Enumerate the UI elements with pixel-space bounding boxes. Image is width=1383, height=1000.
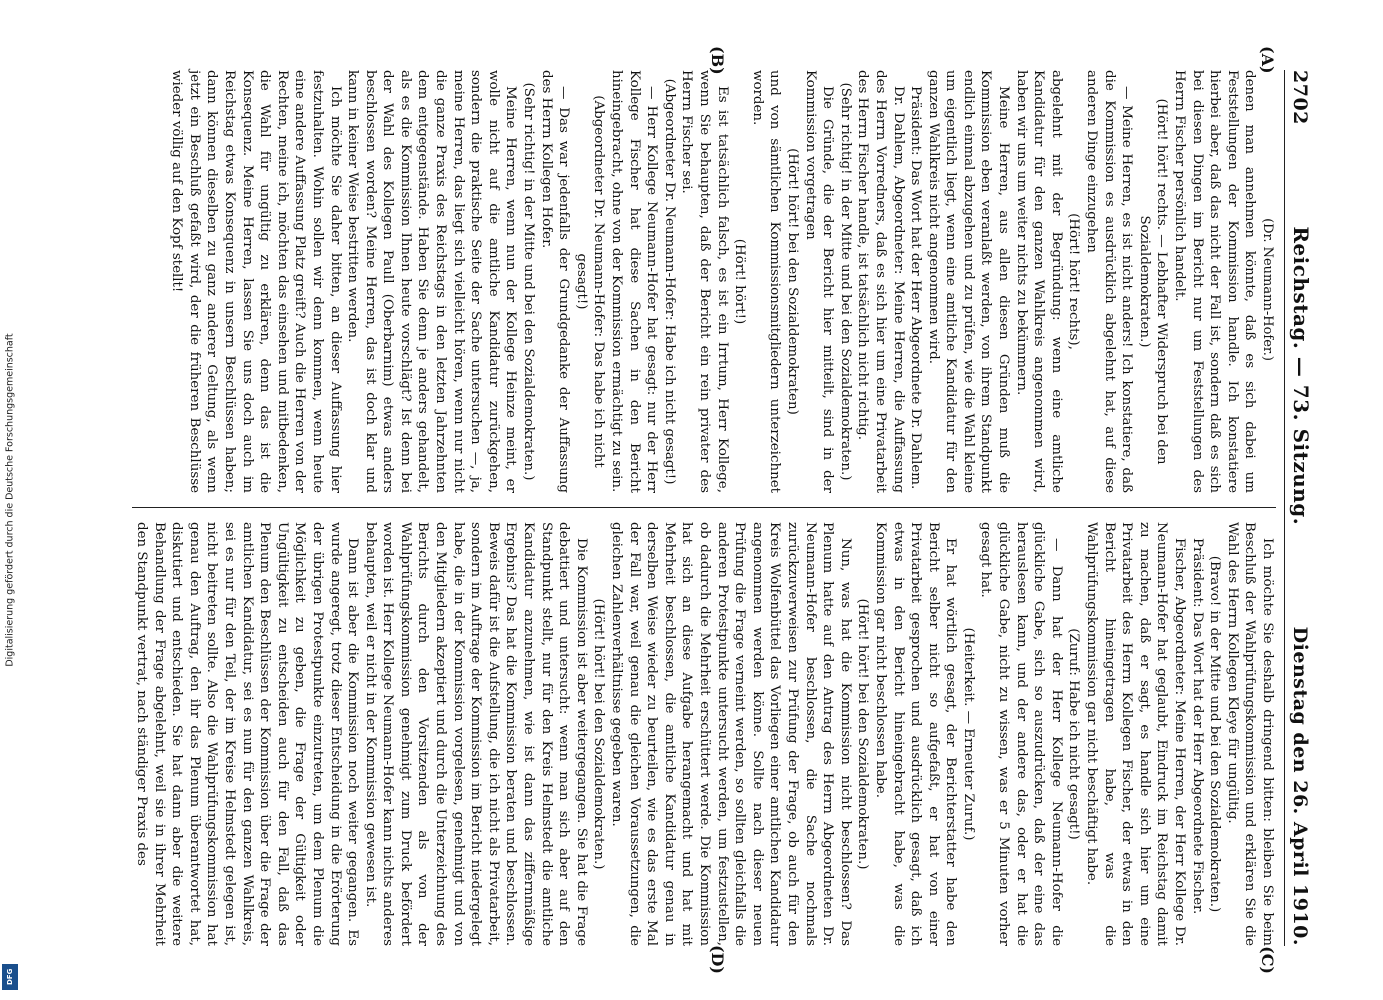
left-column [132, 70, 1276, 508]
paragraph: und von sämtlichen Kommissionsmitgliedern unterzeichnet worden. [749, 70, 783, 493]
running-head-speaker: (Dr. Neumann-Hofer.) [1260, 218, 1275, 361]
interjection: (Abgeordneter Dr. Neumann-Hofer: Habe ich nicht gesagt!) [661, 78, 677, 485]
interjection: (Sehr richtig! in der Mitte und bei den Sozialdemokraten.) [837, 82, 853, 481]
dfg-credit-text: Digitalisierung gefördert durch die Deutsche Forschungsgemeinschaft [4, 333, 16, 667]
paragraph: Ich möchte Sie deshalb dringend bitten: bleiben Sie beim Beschluß der Wahlprüfungskommission und erklären Sie die Wahl des Herrn Kollegen Kleye für ungültig. [1224, 522, 1275, 946]
page-title: Reichstag. — 73. Sitzung. [1289, 226, 1313, 526]
interjection: (Hört! hört! rechts), [1066, 213, 1082, 350]
interjection: (Hört! hört! bei den Sozialdemokraten.) [855, 598, 871, 870]
paragraph: Meine Herren, wenn nun der Kollege Heinze meint, er wolle nicht auf die amtliche Kandidatur zurückgehen, sondern die praktische Seite der Sache untersuchen —, ja, meine Herren, das liegt sich vielleicht hören, wenn nur nicht die ganze Praxis des Reichstags in den letzten Jahrzehnten dem entgegenstände. Haben Sie denn je anders gehandelt, als es die Kommission Ihnen heute vorschlägt? Ist denn bei der Wahl des Kollegen Paull (Oberbarnim) etwas anders beschlossen worden? Meine Herren, das ist doch klar und kann in keiner Weise bestritten werden. [345, 70, 519, 493]
paragraph: Die Gründe, die der Bericht hier mitteilt, sind in der Kommission vorgetragen [802, 70, 836, 493]
margin-letter-b: (B) [708, 46, 727, 75]
speaker-paragraph: Fischer, Abgeordneter: Meine Herren, der Herr Kollege Dr. Neumann-Hofer hat geglaubt, Eindruck im Reichstag damit zu machen, daß er sagt, es handle sich hier um eine Privatarbeit des Herrn Kollegen Fischer, der etwas in den Bericht hineingetragen habe, was die Wahlprüfungskommission gar nicht beschäftigt habe. [1084, 522, 1188, 946]
margin-letter-c: (C) [1258, 946, 1277, 974]
page-number: 2702 [1289, 70, 1311, 125]
paragraph: Die Kommission ist aber weitergegangen. Sie hat die Frage debattiert und untersucht: wenn man sich aber auf den Standpunkt stellt, nur für den Kreis Helmstedt die amtliche Kandidatur anzunehmen, wie ist dann das ziffernmäßige Ergebnis? Das hat die Kommission beraten und beschlossen. Beweis dafür ist die Aufstellung, die ich nicht als Privatarbeit, sondern im Auftrage der Kommission im Bericht niedergelegt habe, die in der Kommission vorgelesen, genehmigt und von den Mitgliedern akzeptiert und durch die Unterzeichnung des Berichts durch den Vorsitzenden als von der Wahlprüfungskommission genehmigt zum Druck befördert worden ist. Herr Kollege Neumann-Hofer kann nichts anderes behaupten, weil er nicht in der Kommission gewesen ist. [362, 522, 589, 946]
paragraph: — Herr Kollege Neumann-Hofer hat gesagt: nur der Herr Kollege Fischer hat diese Sachen in den Bericht hineingebracht, ohne von der Kommission ermächtigt zu sein. [609, 70, 660, 493]
paragraph: Er hat wörtlich gesagt, der Berichterstatter habe den Bericht selber nicht so aufgefaßt, er hat von einer Privatarbeit gesprochen und ausdrücklich gesagt, daß ich etwas in den Bericht hineingebracht habe, was die Kommission gar nicht beschlossen habe. [872, 522, 959, 946]
interjection: (Hört! hört! bei den Sozialdemokraten.) [591, 598, 607, 870]
interjection: (Bravo! in der Mitte und bei den Sozialdemokraten.) [1207, 555, 1223, 913]
interjection: (Hört! hört!) [732, 238, 748, 325]
interjection: (Abgeordneter Dr. Neumann-Hofer: Das habe ich nicht gesagt!) [573, 95, 607, 468]
paragraph: abgelehnt mit der Begründung: wenn eine amtliche Kandidatur für den ganzen Wahlkreis angenommen wird, haben wir uns um weiter nichts zu bekümmern. [1013, 70, 1064, 493]
paragraph: — Dann hat der Herr Kollege Neumann-Hofer die glückliche Gabe, sich so auszudrücken, daß der eine das herauslesen kann, und der andere das, oder er hat die glückliche Gabe, nicht zu wissen, was er 5 Minuten vorher gesagt hat. [978, 522, 1064, 946]
paragraph: Es ist tatsächlich falsch, es ist ein Irrtum, Herr Kollege, wenn Sie behaupten, daß der Bericht ein rein privater des Herrn Fischer sei. [679, 70, 730, 493]
speaker-paragraph: Dr. Dahlem, Abgeordneter: Meine Herren, die Auffassung des Herrn Vorredners, daß es sich hier um eine Privatarbeit des Herrn Fischer handle, ist tatsächlich nicht richtig. [855, 70, 906, 493]
president-statement: Präsident: Das Wort hat der Herr Abgeordnete Fischer. [1189, 538, 1205, 915]
interjection: (Hört! hört! rechts. — Lebhafter Widerspruch bei den Sozialdemokraten.) [1136, 98, 1170, 465]
margin-letter-a: (A) [1258, 46, 1277, 74]
right-column [132, 508, 1276, 946]
president-statement: Präsident: Das Wort hat der Herr Abgeordnete Dr. Dahlem. [908, 86, 924, 490]
dfg-logo: DFG [2, 964, 18, 990]
page-header [1284, 70, 1313, 946]
paragraph: Ich möchte Sie daher bitten, an dieser Auffassung hier festzuhalten. Wohin sollen wir denn kommen, wenn heute eine andere Auffassung Platz greift? Auch die Herren von der Rechten, meine ich, möchten das einsehen und mitbedenken, die Wahl für ungültig zu erklären, denn das ist die Konsequenz. Meine Herren, lassen Sie uns doch auch im Reichstag etwas Konsequenz in unsern Beschlüssen haben; dann können dieselben zu ganz anderer Geltung, als wenn jetzt ein Beschluß gefaßt wird, der die früheren Beschlüsse wieder völlig auf den Kopf stellt! [169, 70, 343, 493]
paragraph: denen man annehmen könnte, daß es sich dabei um Feststellungen der Kommission handle. Ich konstatiere hierbei aber, daß das nicht der Fall ist, sondern daß es sich bei diesen Dingen im Bericht nur um Feststellungen des Herrn Fischer persönlich handelt. [1172, 70, 1258, 493]
margin-letter-d: (D) [708, 944, 727, 974]
paragraph: Nun, was hat die Kommission nicht beschlossen? Das Plenum hatte auf den Antrag des Herrn Abgeordneten Dr. Neumann-Hofer beschlossen, die Sache nochmals zurückzuverweisen zur Prüfung der Frage, ob auch für den Kreis Wolfenbüttel das Vorliegen einer amtlichen Kandidatur angenommen werden könne. Sollte nach dieser neuen Prüfung die Frage verneint werden, so sollten gleichfalls die anderen Protestpunkte untersucht werden, um festzustellen, ob dadurch die Mehrheit erschüttert werde. Die Kommission hat sich an diese Aufgabe herangemacht und hat mit Mehrheit beschlossen, die amtliche Kandidatur genau in derselben Weise wieder zu beurteilen, wie es das erste Mal der Fall war, weil genau die gleichen Voraussetzungen, die gleichen Zahlenverhältnisse gegeben waren. [609, 522, 853, 946]
interjection: (Heiterkeit. — Erneuter Zuruf.) [960, 627, 976, 841]
paragraph: — Das war jedenfalls der Grundgedanke der Auffassung des Herrn Kollegen Hofer. [538, 70, 572, 493]
paragraph: — Meine Herren, es ist nicht anders! Ich konstatiere, daß die Kommission es ausdrücklich abgelehnt hat, auf diese anderen Dinge einzugehen [1084, 70, 1135, 493]
paragraph: Dann ist aber die Kommission noch weiter gegangen. Es wurde angeregt, trotz dieser Entscheidung in die Erörterung der übrigen Protestpunkte einzutreten, um dem Plenum die Möglichkeit zu geben, die Frage der Gültigkeit oder Ungültigkeit zu entscheiden auch für den Fall, daß das Plenum den Beschlüssen der Kommission über die Frage der amtlichen Kandidatur, sei es nun für den ganzen Wahlkreis, sei es nur für den Teil, der im Kreise Helmstedt gelegen ist, nicht beitreten sollte. Also die Wahlprüfungskommission hat genau den Auftrag, den ihr das Plenum überantwortet hat, diskutiert und entschieden. Sie hat dann aber die weitere Behandlung der Frage abgelehnt, weil sie in ihrer Mehrheit den Standpunkt vertrat, nach ständiger Praxis des [134, 522, 361, 946]
text-columns [132, 70, 1276, 946]
interjection: (Hört! hört! bei den Sozialdemokraten) [784, 148, 800, 415]
interjection: (Zuruf: Habe ich nicht gesagt!) [1066, 628, 1082, 840]
session-date: Dienstag den 26. April 1910. [1289, 626, 1311, 946]
paragraph: Meine Herren, aus allen diesen Gründen muß die Kommission eben veranlaßt werden, von ihrem Standpunkt endlich einmal abzugehen und zu prüfen, wie die Wahl kleine um eigentlich liegt, wenn eine amtliche Kandidatur für den ganzen Wahlkreis nicht angenommen wird. [925, 70, 1012, 493]
interjection: (Sehr richtig! in der Mitte und bei den Sozialdemokraten.) [521, 82, 537, 481]
